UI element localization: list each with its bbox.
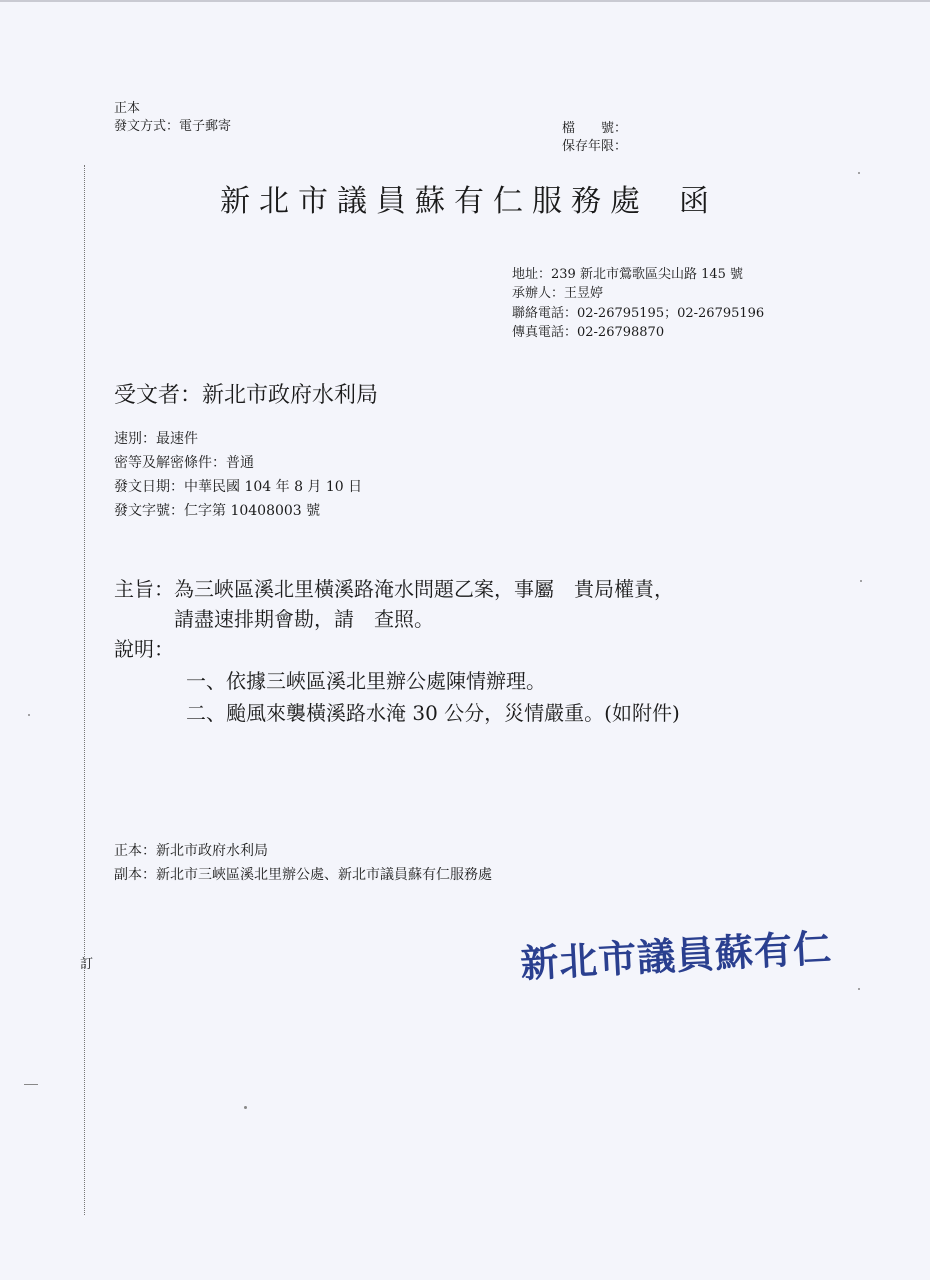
secrecy: 密等及解密條件：普通 [114,455,254,471]
explanation-label: 說明： [114,637,174,661]
subject-line-2: 請盡速排期會勘，請 查照。 [174,607,434,631]
speed: 速別：最速件 [114,431,198,447]
explanation-item-2: 二、颱風來襲橫溪路水淹 30 公分，災情嚴重。(如附件) [186,701,680,725]
binding-line [84,165,85,1215]
binding-mark: 訂 [80,957,94,972]
title-doc-type: 函 [679,184,718,219]
explanation-item-1: 一、依據三峽區溪北里辦公處陳情辦理。 [186,669,546,693]
scan-speck [244,1106,247,1109]
contact-handler: 承辦人：王昱婷 [512,286,604,301]
contact-phone: 聯絡電話：02-26795195；02-26795196 [512,306,765,321]
subject-line-1: 主旨：為三峽區溪北里橫溪路淹水問題乙案，事屬 貴局權責， [114,577,674,601]
file-number-label: 檔 號： [562,121,628,136]
contact-address: 地址：239 新北市鶯歌區尖山路 145 號 [512,267,744,282]
scan-speck [28,714,30,716]
scan-speck [858,172,860,174]
scan-speck [858,988,860,990]
issue-date: 發文日期：中華民國 104 年 8 月 10 日 [114,479,363,495]
document-title [220,182,718,222]
title-org: 新北市議員蘇有仁服務處 [220,184,649,219]
recipient: 受文者：新北市政府水利局 [114,383,379,408]
distribution-copies: 副本：新北市三峽區溪北里辦公處、新北市議員蘇有仁服務處 [114,867,492,883]
document-number: 發文字號：仁字第 10408003 號 [114,503,321,519]
send-method: 發文方式：電子郵寄 [114,119,232,134]
copy-type: 正本 [114,101,141,116]
contact-fax: 傳真電話：02-26798870 [512,325,665,340]
scan-speck [860,580,862,582]
signature-stamp: 新北市議員蘇有仁 [519,925,834,987]
retention-label: 保存年限： [562,139,628,154]
scan-top-edge [0,0,930,2]
scan-speck [24,1084,38,1085]
distribution-original: 正本：新北市政府水利局 [114,843,268,859]
